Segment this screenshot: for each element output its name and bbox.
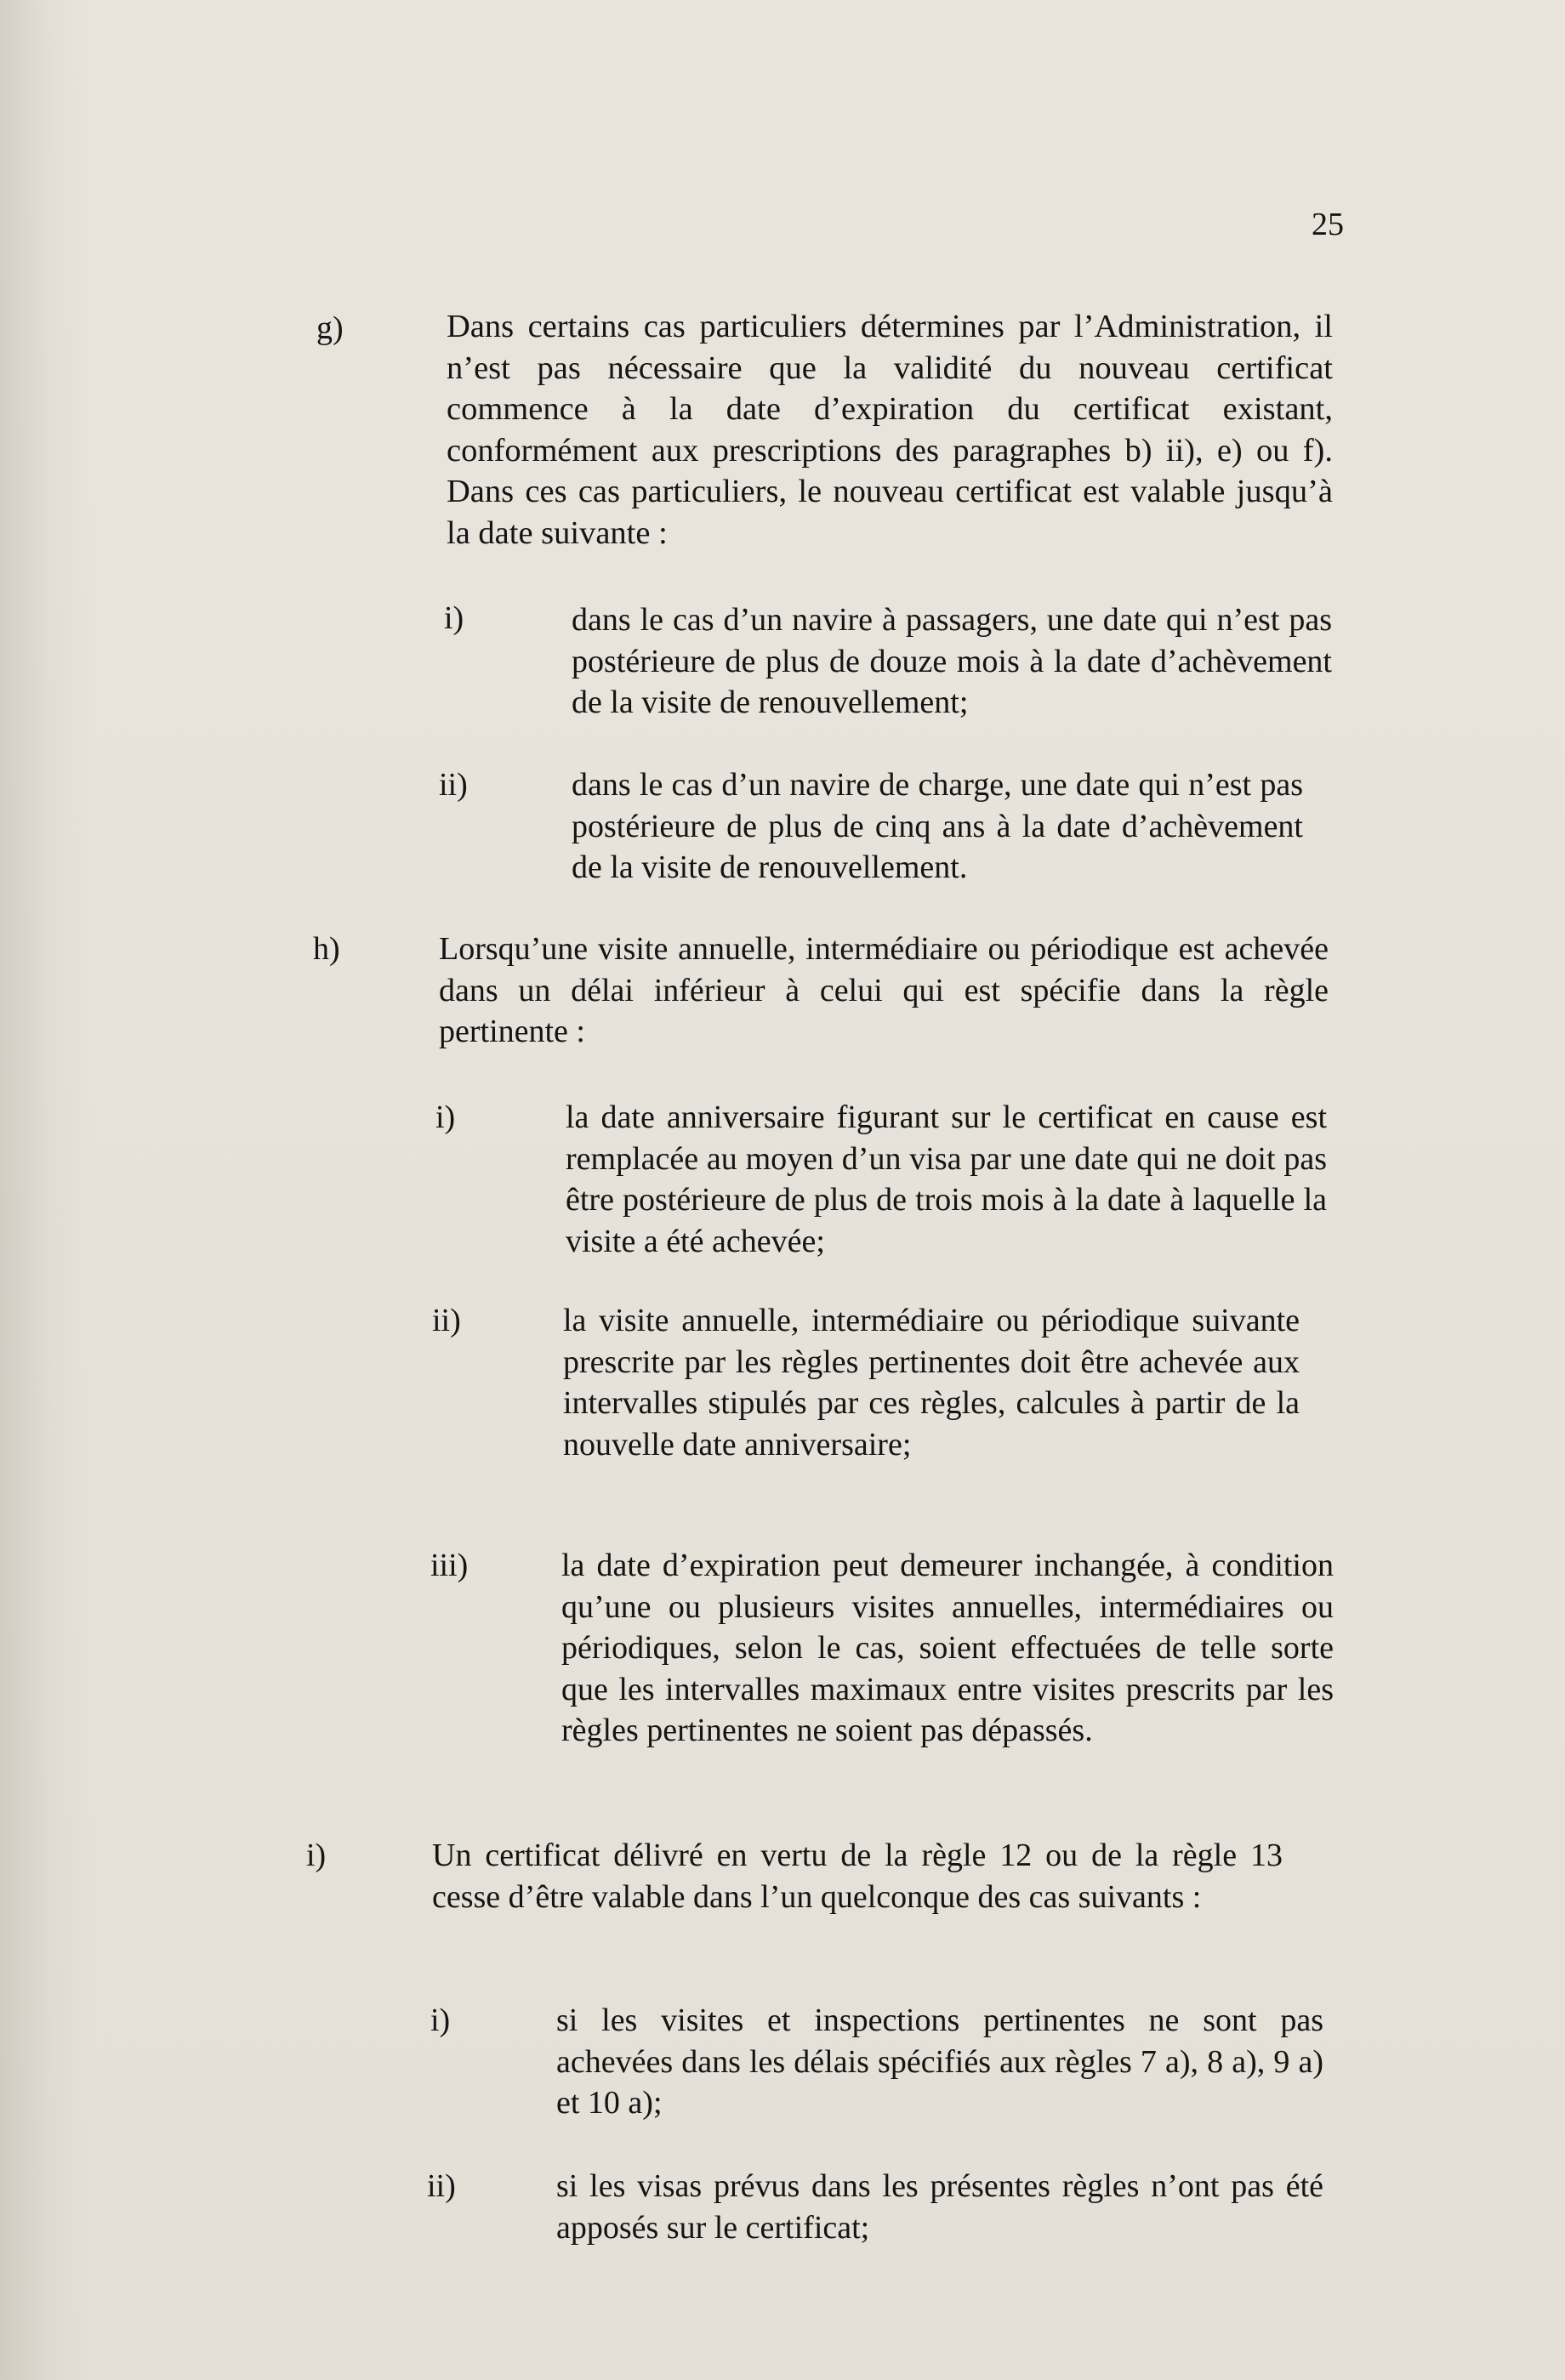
subitem-label-h-i: i) bbox=[435, 1099, 456, 1135]
subitem-text-i-ii: si les visas prévus dans les présentes règles n’ont pas été apposés sur le certificat; bbox=[556, 2168, 1323, 2246]
page-number: 25 bbox=[1312, 207, 1344, 242]
subitem-label-h-ii: ii) bbox=[432, 1303, 461, 1338]
item-label-h: h) bbox=[313, 931, 340, 967]
item-text-g: Dans certains cas particuliers détermines par l’Administration, il n’est pas nécessaire que la validité du nouveau certificat commence à la date d’expiration du certificat existant, conformément aux prescriptions des paragraphes b) ii), e) ou f). Dans ces cas particuliers, le nouveau certificat est valable jusqu’à la date suivante : bbox=[447, 309, 1333, 551]
item-text-h: Lorsqu’une visite annuelle, intermédiaire ou périodique est achevée dans un délai inférieur à celui qui est spécifie dans la règle pertinente : bbox=[439, 931, 1329, 1049]
subitem-text-h-ii: la visite annuelle, intermédiaire ou périodique suivante prescrite par les règles pertinentes doit être achevée aux intervalles stipulés par ces règles, calcules à partir de la nouvelle date anniversaire; bbox=[563, 1303, 1300, 1463]
subitem-label-g-i: i) bbox=[444, 600, 464, 636]
item-text-i: Un certificat délivré en vertu de la règle 12 ou de la règle 13 cesse d’être valable dans l’un quelconque des cas suivants : bbox=[432, 1838, 1283, 1915]
subitem-label-i-i: i) bbox=[430, 2002, 451, 2038]
subitem-label-i-ii: ii) bbox=[427, 2168, 456, 2204]
subitem-text-g-i: dans le cas d’un navire à passagers, une date qui n’est pas postérieure de plus de douze mois à la date d’achèvement de la visite de renouvellement; bbox=[572, 602, 1332, 720]
subitem-text-h-i: la date anniversaire figurant sur le certificat en cause est remplacée au moyen d’un visa par une date qui ne doit pas être postérieure de plus de trois mois à la date à laquelle la visite a été achevée; bbox=[566, 1099, 1327, 1259]
item-label-g: g) bbox=[316, 310, 344, 346]
subitem-label-g-ii: ii) bbox=[439, 767, 468, 803]
item-label-i: i) bbox=[306, 1838, 327, 1873]
subitem-text-h-iii: la date d’expiration peut demeurer inchangée, à condition qu’une ou plusieurs visites annuelles, intermédiaires ou périodiques, selon le cas, soient effectuées de telle sorte que les intervalles maximaux entre visites prescrits par les règles pertinentes ne soient pas dépassés. bbox=[561, 1548, 1334, 1748]
subitem-text-i-i: si les visites et inspections pertinentes ne sont pas achevées dans les délais spécifiés aux règles 7 a), 8 a), 9 a) et 10 a); bbox=[556, 2002, 1323, 2121]
subitem-label-h-iii: iii) bbox=[430, 1548, 469, 1583]
subitem-text-g-ii: dans le cas d’un navire de charge, une date qui n’est pas postérieure de plus de cinq ans à la date d’achèvement de la visite de renouvellement. bbox=[572, 767, 1303, 885]
